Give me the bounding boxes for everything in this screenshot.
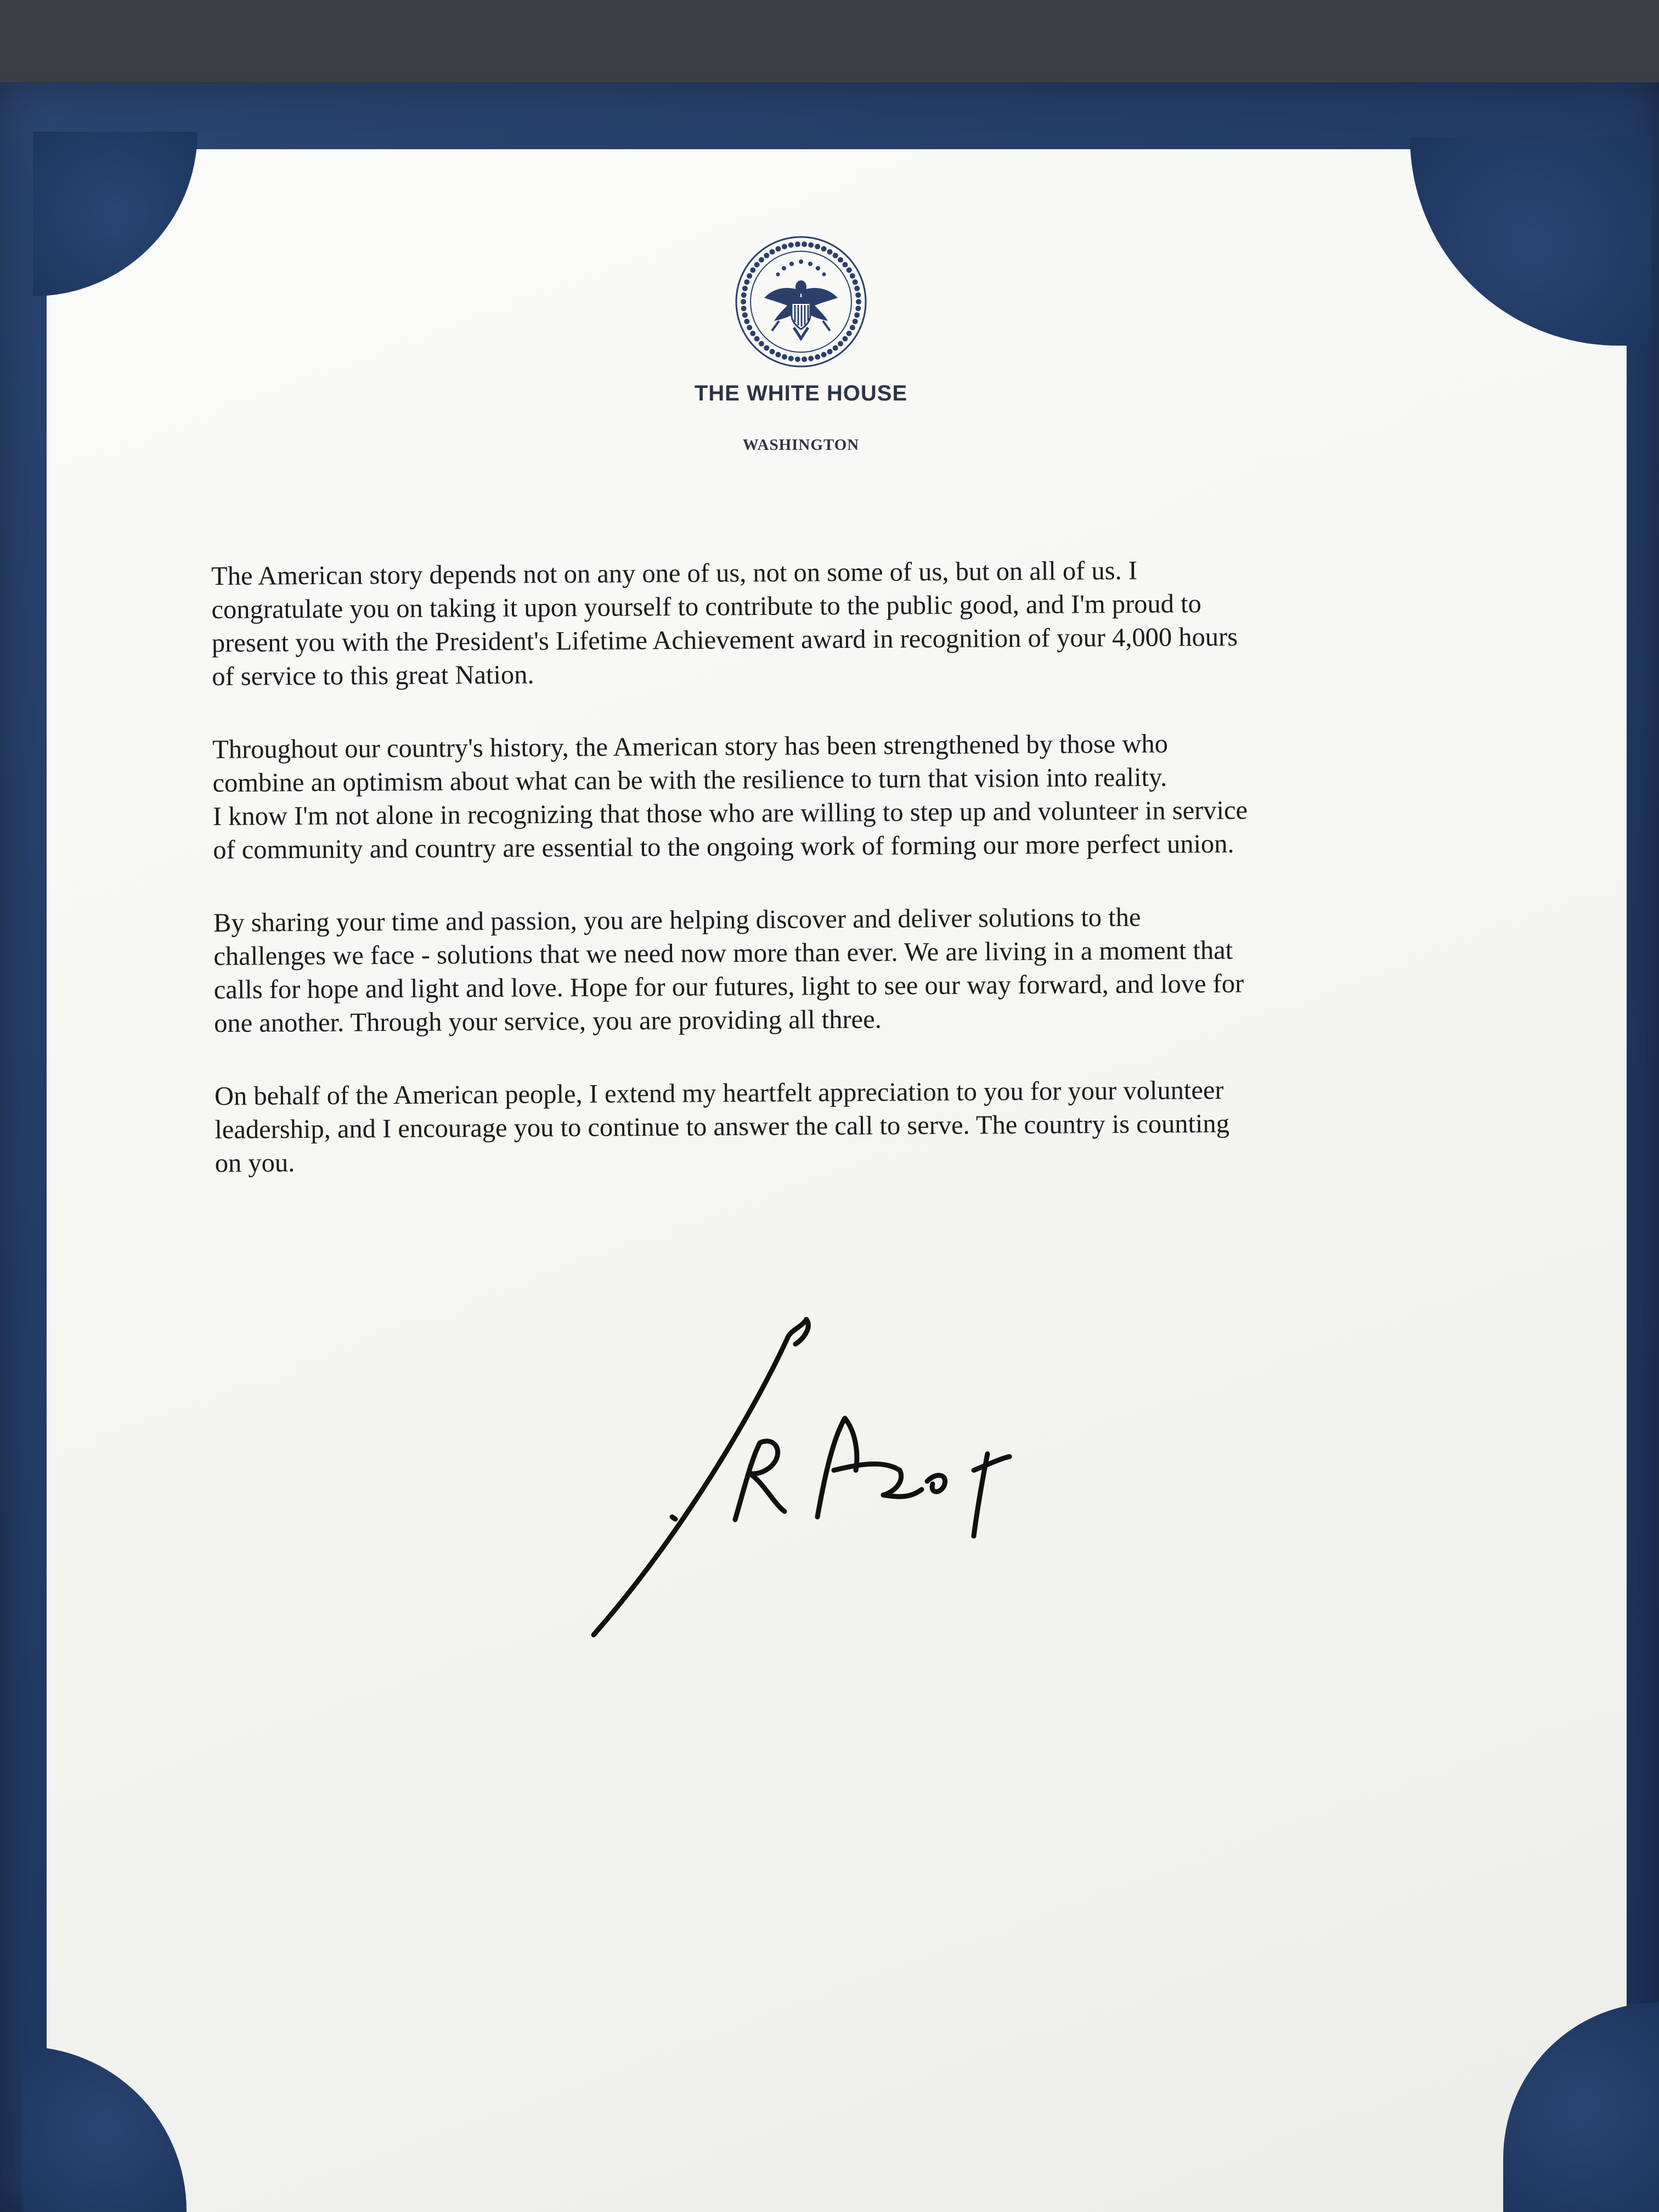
seal-dot [770,249,775,255]
letter-paragraph-4 [215,1073,1411,1180]
seal-dot [855,292,861,298]
letter-line: of community and country are essential to the ongoing work of forming our more perfect union. [213,829,1234,865]
seal-dot [754,336,760,341]
seal-dot [741,306,747,311]
letter-line: one another. Through your service, you are providing all three. [214,1005,882,1038]
seal-dot [802,357,807,362]
seal-dot [815,244,820,249]
seal-dot [821,352,827,357]
seal-dot [838,341,843,346]
seal-dot [808,356,814,361]
letter-line: leadership, and I encourage you to continue to answer the call to serve. The country is counting [215,1109,1230,1144]
letter-line: challenges we face - solutions that we need now more than ever. We are living in a moment that [213,935,1233,971]
seal-dot [854,286,860,291]
seal-dot [821,246,827,252]
seal-dot [750,331,755,336]
seal-dot [747,325,752,330]
letter-line: on you. [215,1148,295,1178]
letter-line: congratulate you on taking it upon yourself to contribute to the public good, and I'm proud to [211,589,1201,624]
letter-line: I know I'm not alone in recognizing that those who are willing to step up and volunteer in service [212,795,1248,831]
seal-dot [788,242,794,248]
seal-dot [833,345,838,351]
seal-dot [850,273,855,279]
seal-dot [782,354,787,360]
letterhead-title: THE WHITE HOUSE [694,381,908,405]
seal-dot [838,257,843,263]
letter-body [211,552,1411,1220]
letter-paragraph-2 [212,726,1409,867]
seal-dot [856,299,861,304]
seal-dot [754,262,760,268]
seal-dot [847,267,852,273]
seal-dot [750,267,755,273]
letter-line: of service to this great Nation. [212,660,534,691]
letter-line: Throughout our country's history, the American story has been strengthened by those who [212,729,1169,764]
letter-line: combine an optimism about what can be with the resilience to turn that vision into reality. [212,763,1167,798]
seal-dot [795,357,800,362]
seal-dot [854,312,860,318]
letterhead-location: WASHINGTON [742,436,860,454]
seal-dot [742,286,748,291]
seal-dot [827,349,833,354]
seal-dot [744,319,749,324]
seal-dot [741,292,747,298]
seal-dot [808,242,814,248]
seal-dot [833,253,838,258]
seal-dot [775,246,781,252]
seal-dot [802,241,807,247]
seal-dot [741,299,746,304]
seal-dot [815,354,820,360]
seal-dot [775,352,781,357]
seal-dot [853,319,858,324]
seal-dot [782,244,787,249]
seal-dot [764,345,769,351]
letter-paragraph-3 [213,899,1410,1040]
seal-dot [744,279,749,285]
seal-dot [788,356,794,361]
seal-dot [759,341,764,346]
seal-dot [747,273,752,279]
handwritten-signature-icon [571,1306,1086,1690]
seal-dot [795,241,800,247]
seal-dot [850,325,855,330]
letter-line: By sharing your time and passion, you are helping discover and deliver solutions to the [213,902,1141,938]
letter-line: present you with the President's Lifetime Achievement award in recognition of your 4,000 hours [211,622,1238,658]
letter-line: calls for hope and light and love. Hope for our futures, light to see our way forward, and love for [213,969,1244,1005]
seal-dot [842,336,848,341]
seal-dot [855,306,861,311]
letter-paragraph-1 [211,552,1408,693]
seal-dot [853,279,858,285]
seal-dot [827,249,833,255]
seal-dot [742,312,748,318]
seal-dot [759,257,764,263]
letter-line: On behalf of the American people, I extend my heartfelt appreciation to you for your volunteer [214,1075,1224,1111]
letter-line: The American story depends not on any one of us, not on some of us, but on all of us. I [211,556,1138,591]
seal-dot [842,262,848,268]
seal-dot [847,331,852,336]
presidential-seal-icon [732,233,870,370]
seal-dot [764,253,769,258]
seal-dot [770,349,775,354]
